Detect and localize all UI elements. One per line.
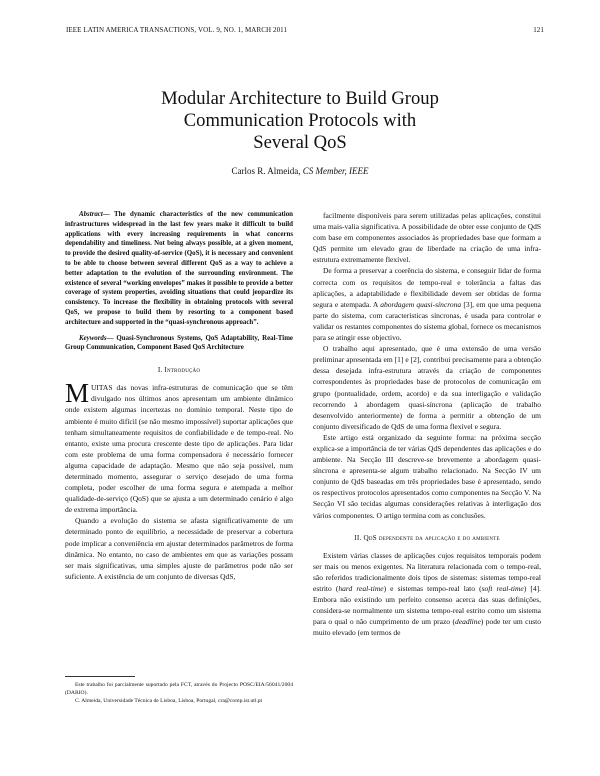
right-paragraph-1: facilmente disponíveis para serem utilizadas pelas aplicações, constitui uma mais-valia significativa. A possibilidade de obter esse conjunto de QdS com base em componentes associados às propriedades base que formam a QdS permite um elevado grau de liberdade na criação de uma infra-estrutura extremamente flexível. [313, 211, 541, 265]
section-heading-qos: II. QdS dependente da aplicação e do ambiente [354, 533, 500, 542]
title-line-3: Several QoS [253, 132, 347, 153]
right-column [313, 210, 541, 638]
footnote-affiliation: C. Almeida, Universidade Técnica de Lisboa, Lisboa, Portugal, cra@comp.ist.utl.pt [75, 698, 263, 704]
right-paragraph-2-b: [3], em que uma pequena parte do sistema, com características síncronas, é usada para controlar e validar os restantes componentes do sistema global, fornece os mecanismos para se atingir esse objectivo. [313, 299, 542, 343]
right-paragraph-2-a: De forma a preservar a coerência do sistema, e conseguir lidar de forma correcta com os requisitos de tempo-real e tolerância a faltas das aplicações, a adaptabilidade e flexibilidade devem ser obtidas de forma segura e atempada. A [313, 266, 541, 309]
intro-paragraph-1 [65, 378, 293, 515]
title-line-2: Communication Protocols with [183, 110, 417, 131]
section-heading-introduction: I. Introdução [157, 366, 201, 375]
drop-cap: M [65, 378, 90, 409]
right-paragraph-5 [313, 550, 541, 639]
author-name: Carlos R. Almeida, [231, 166, 303, 176]
intro-paragraph-1-text: UITAS das novas infra-estruturas de comunicação que se têm divulgado nos últimos anos apresentam um ambiente dinâmico onde existem algumas incertezas no domínio temporal. Neste tipo de ambiente é muito difícil (se não mesmo impossível) suportar aplicações que tenham simultaneamente requisitos de confiabilidade e de tempo-real. No entanto, existe uma procura crescente deste tipo de aplicações. Para lidar com este problema de uma forma compensadora é necessário fornecer alguma capacidade de adaptação. Mesmo que não seja possível, num determinado momento, assegurar o serviço desejado de uma forma completa, poder escolher de uma forma segura e atempada a melhor qualidade-de-serviço (QoS) que se ajusta a um determinado cenário é algo de extrema importância. [65, 383, 293, 515]
right-paragraph-5-em1: hard real-time [338, 584, 384, 593]
right-paragraph-5-b: ) e sistemas tempo-real lato ( [383, 584, 482, 593]
abstract-text: — The dynamic characteristics of the new communication infrastructures widespread in the last few years make it difficult to build applications with every increasing requirements in what concerns dependability and timeliness. Not being always possible, at a given moment, to provide the desired quality-of-service (QoS), it is necessary and convenient to be able to choose between several different QoS as a way to achieve a better adaptation to the evolution of the surrounding environment. The existence of several “working envelopes” makes it possible to provide a better coverage of system properties, avoiding situations that could jeopardize its consistency. To increase the flexibility in obtaining protocols with several QoS, we propose to build them by resorting to a component based architecture and supported in the “quasi-synchronous approach”. [65, 211, 293, 326]
author-role: CS Member, IEEE [302, 166, 369, 176]
footnote-rule [65, 676, 135, 677]
intro-paragraph-2: Quando a evolução do sistema se afasta significativamente de um determinado ponto de equilíbrio, a necessidade de preservar a cobertura pode implicar a conveniência em ajustar determinados parâmetros de forma dinâmica. No entanto, no caso de ambientes em que as variações possam ser mais significativas, uma simples ajuste de parâmetros pode não ser suficiente. A existência de um conjunto de diversas QdS, [65, 516, 293, 581]
page-number: 121 [533, 26, 544, 34]
right-paragraph-2-em: abordagem quasi-síncrona [380, 299, 462, 309]
right-paragraph-4: Este artigo está organizado da seguinte forma: na próxima secção explica-se a importância de ter várias QdS dependentes das aplicações e do ambiente. Na Secção III descreve-se brevemente a abordagem quasi-síncrona e apresenta-se algum trabalho relacionado. Na Secção IV um conjunto de QdS baseadas em três propriedades base é apresentado, sendo os respectivos protocolos apresentados como componentes na Secção V. Na Secção VI são tecidas algumas considerações relativas à interligação dos vários componentes. O artigo termina com as conclusões. [313, 432, 541, 520]
title-line-1: Modular Architecture to Build Group [161, 88, 439, 109]
keywords-text: — Quasi-Synchronous Systems, QoS Adaptability, Real-Time Group Communication, Component Based QoS Architecture [65, 334, 293, 352]
paper-title [70, 88, 530, 154]
right-paragraph-5-d: ) pode ter um custo muito elevado (em termos de [313, 617, 542, 638]
right-paragraph-3: O trabalho aqui apresentado, que é uma extensão de uma versão preliminar apresentada em [1] e [2], contribui precisamente para a obtenção dessa desejada infra-estrutura através da criação de componentes correspondentes às propriedades base de protocolos de comunicação em grupo (pontualidade, ordem, acordo) e da sua interligação e validação recorrendo à abordagem quasi-síncrona (aplicação de trabalho desenvolvido anteriormente) de forma a permitir a obtenção de um conjunto diversificado de QdS de uma forma flexível e segura. [313, 344, 541, 431]
right-paragraph-5-a: Existem várias classes de aplicações cujos requisitos temporais podem ser mais ou menos exigentes. Na literatura relacionada com o tempo-real, são referidos tradicionalmente dois tipos de sistemas: sistemas tempo-real estrito ( [313, 550, 541, 593]
right-paragraph-5-em2: soft real-time [481, 584, 524, 593]
footnotes [65, 676, 293, 705]
author-line [70, 166, 530, 176]
footnote-funding: Este trabalho foi parcialmente suportado pela FCT, através do Projecto POSC/EIA/56041/2004 (DARIO). [65, 682, 293, 696]
right-paragraph-5-c: ) [4]. Embora não existindo um perfeito consenso acerca das suas definições, considera-se normalmente um sistema tempo-real estrito como um sistema para o qual o não cumprimento de um prazo ( [313, 584, 541, 627]
abstract-label: Abstract [79, 211, 103, 218]
running-header [66, 26, 544, 34]
right-paragraph-2 [313, 265, 541, 343]
keywords-label: Keywords [79, 334, 107, 342]
left-column [65, 210, 293, 582]
journal-header: IEEE LATIN AMERICA TRANSACTIONS, VOL. 9, NO. 1, MARCH 2011 [66, 26, 288, 34]
right-paragraph-5-em3: deadline [454, 617, 481, 627]
keywords [65, 334, 293, 354]
abstract [65, 210, 293, 328]
